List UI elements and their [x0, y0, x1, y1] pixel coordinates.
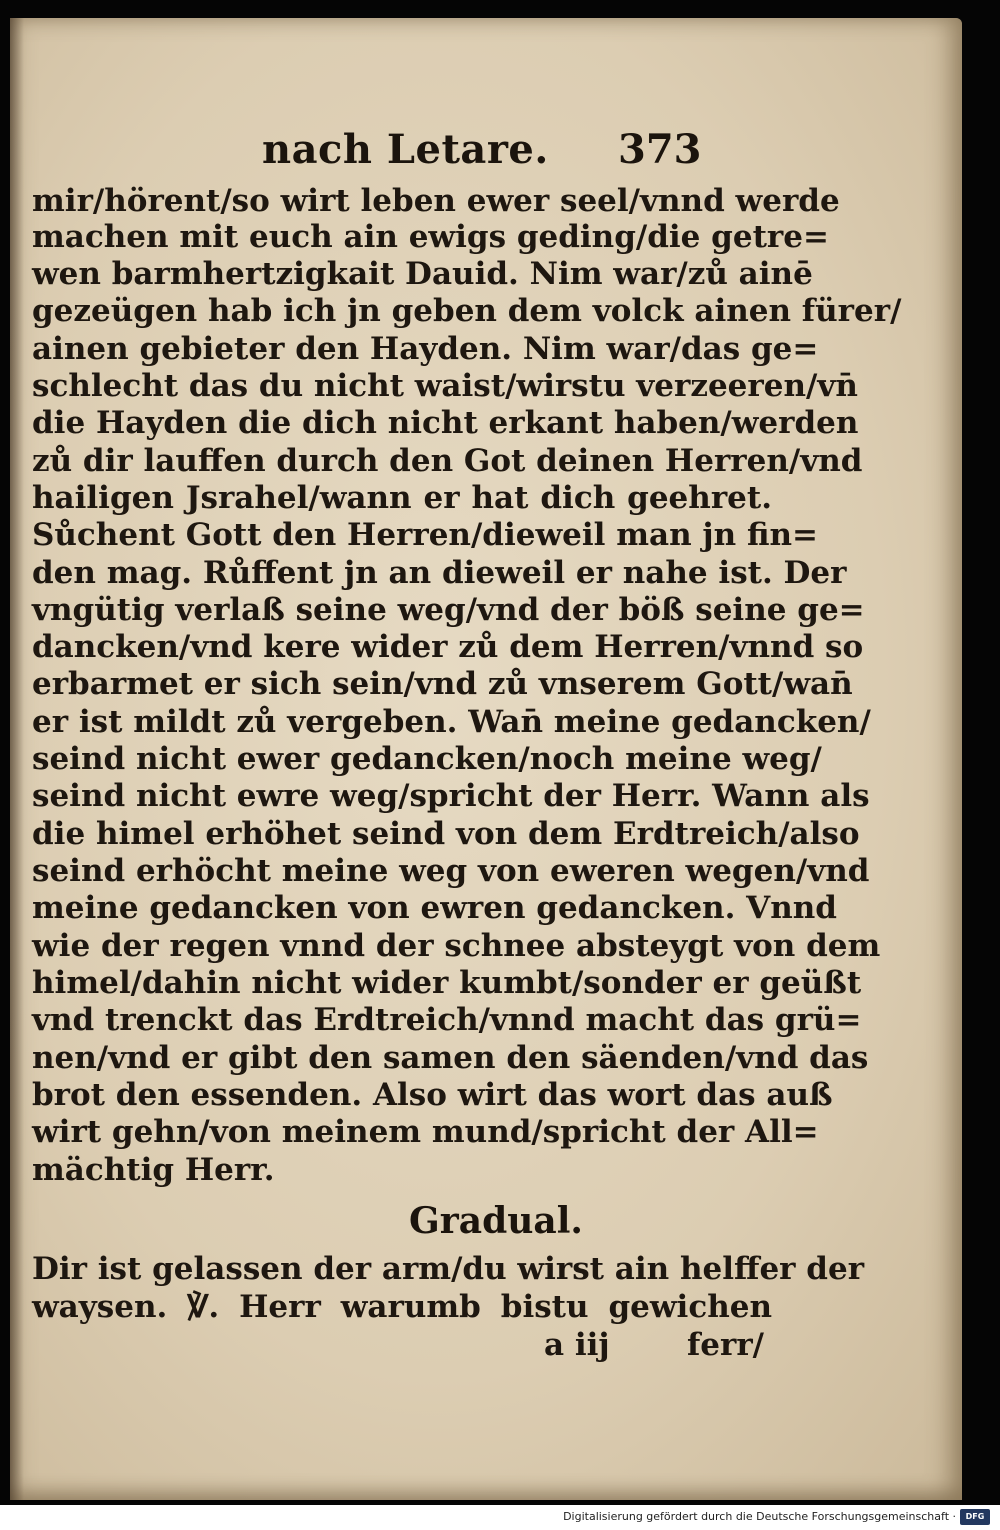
text-line: vnd trenckt das Erdtreich/vnnd macht das grü=	[32, 1002, 862, 1038]
text-line: himel/dahin nicht wider kumbt/sonder er geüßt	[32, 965, 862, 1001]
text-line: die himel erhöhet seind von dem Erdtreich/also	[32, 816, 860, 852]
text-line: die Hayden die dich nicht erkant haben/werden	[32, 405, 859, 441]
footer-bar	[0, 1505, 1000, 1530]
text-line: machen mit euch ain ewigs geding/die getre=	[32, 219, 829, 255]
page-header	[10, 126, 962, 186]
text-line: zů dir lauffen durch den Got deinen Herren/vnd	[32, 443, 863, 479]
section-heading: Gradual.	[409, 1200, 583, 1242]
text-line: wen barmhertzigkait Dauid. Nim war/zů ainē	[32, 256, 813, 292]
text-line: Sůchent Gott den Herren/dieweil man jn fin=	[32, 517, 819, 553]
signature-line	[544, 1326, 764, 1364]
text-line: brot den essenden. Also wirt das wort das auß	[32, 1077, 833, 1113]
catchword: ferr/	[686, 1327, 764, 1363]
text-line: nen/vnd er gibt den samen den säenden/vnd das	[32, 1040, 869, 1076]
funding-credit: Digitalisierung gefördert durch die Deutsche Forschungsgemeinschaft ·	[563, 1510, 956, 1523]
text-line: gezeügen hab ich jn geben dem volck ainen fürer/	[32, 293, 902, 329]
dfg-logo: DFG	[960, 1509, 990, 1525]
running-title: nach Letare.	[262, 126, 549, 173]
text-line: dancken/vnd kere wider zů dem Herren/vnnd so	[32, 629, 864, 665]
signature-mark: a iij	[544, 1327, 610, 1363]
book-page	[10, 18, 962, 1500]
text-line: wirt gehn/von meinem mund/spricht der All=	[32, 1114, 819, 1150]
gradual-text-line: Dir ist gelassen der arm/du wirst ain helffer der	[32, 1251, 865, 1287]
gradual-text-line: waysen. ℣. Herr warumb bistu gewichen	[32, 1289, 772, 1325]
text-line: seind erhöcht meine weg von eweren wegen/vnd	[32, 853, 870, 889]
text-line: ainen gebieter den Hayden. Nim war/das ge=	[32, 331, 819, 367]
text-line: erbarmet er sich sein/vnd zů vnserem Gott/wan̄	[32, 666, 853, 702]
text-line: schlecht das du nicht waist/wirstu verzeeren/vn̄	[32, 368, 858, 404]
text-line: mir/hörent/so wirt leben ewer seel/vnnd werde	[32, 183, 840, 219]
text-line: seind nicht ewre weg/spricht der Herr. Wann als	[32, 778, 870, 814]
text-line: er ist mildt zů vergeben. Wan̄ meine gedancken/	[32, 704, 871, 740]
text-line: den mag. Růffent jn an dieweil er nahe ist. Der	[32, 555, 847, 591]
text-line: meine gedancken von ewren gedancken. Vnnd	[32, 890, 837, 926]
text-line: vngütig verlaß seine weg/vnd der böß seine ge=	[32, 592, 865, 628]
text-line: mächtig Herr.	[32, 1152, 275, 1188]
page-number: 373	[618, 126, 702, 173]
text-line: seind nicht ewer gedancken/noch meine weg/	[32, 741, 822, 777]
text-line: hailigen Jsrahel/wann er hat dich geehret.	[32, 480, 772, 516]
text-line: wie der regen vnnd der schnee absteygt von dem	[32, 928, 881, 964]
